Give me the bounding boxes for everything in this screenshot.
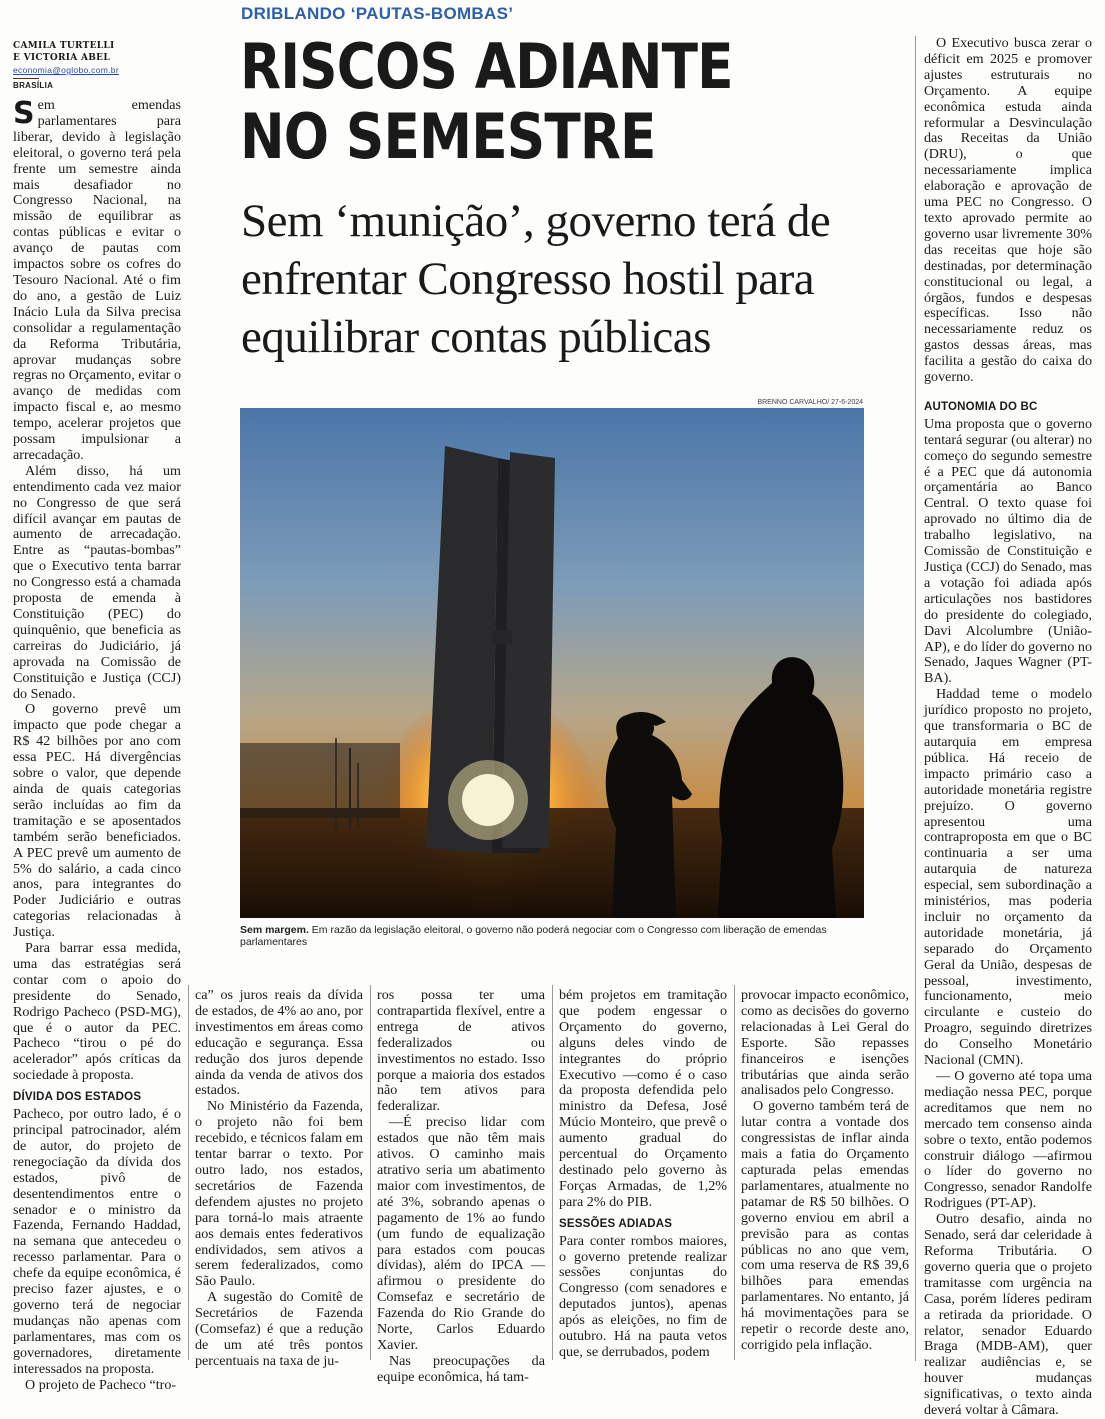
column-divider (552, 985, 553, 1360)
paragraph: Haddad teme o modelo jurídico proposto no projeto, que transformaria o BC de autarquia em empresa pública. Há receio de impacto primário caso a autoridade monetária registre prejuízo. O governo apresentou uma contraproposta em que o BC continuaria a ser uma autarquia de natureza especial, sem subordinação a ministérios, mas poderia incluir no orçamento da autoridade monetária, já separado do Orçamento Geral da União, despesas de pessoal, investimento, funcionamento, meio circulante e custeio do Proagro, seguindo diretrizes do Conselho Monetário Nacional (CMN). (924, 686, 1092, 1069)
paragraph: ca” os juros reais da dívida de estados, de 4% ao ano, por investimentos em áreas como educação e segurança. Essa redução dos juros depende ainda da venda de ativos dos estados. (195, 987, 363, 1099)
paragraph: Para conter rombos maiores, o governo pretende realizar sessões conjuntas do Congresso (com senadores e deputados juntos), apenas após as eleições, no fim de outubro. Há na pauta vetos que, se derrubados, podem (559, 1232, 727, 1360)
paragraph: Pacheco, por outro lado, é o principal patrocinador, além de autor, do projeto de renegociação da dívida dos estados, pivô de desentendimentos entre o senador e o ministro da Fazenda, Fernando Haddad, na semana que antecedeu o recesso parlamentar. Para o chefe da equipe econômica, é preciso fazer ajustes, e o governo terá de negociar mudanças não apenas com parlamentares, mas com os governadores, diretamente interessados na proposta. (13, 1106, 181, 1377)
article-column-3 (377, 988, 545, 1386)
paragraph: Nas preocupações da equipe econômica, há tam- (377, 1352, 545, 1385)
section-heading-sessoes: SESSÕES ADIADAS (559, 1217, 673, 1230)
byline-email-link[interactable]: economia@oglobo.com.br (13, 65, 119, 75)
section-heading-divida: DÍVIDA DOS ESTADOS (13, 1091, 142, 1104)
paragraph: A sugestão do Comitê de Secretários de Fazenda (Comsefaz) é que a redução de um até três pontos percentuais na taxa de ju- (195, 1289, 363, 1369)
kicker: DRIBLANDO ‘PAUTAS-BOMBAS’ (241, 4, 514, 23)
headline: RISCOS ADIANTE NO SEMESTRE (240, 30, 733, 173)
paragraph: — O governo até topa uma mediação nessa PEC, porque acreditamos que nem no mercado tem consenso ainda sobre o texto, então podemos construir diálogo —afirmou o líder do governo no Congresso, senador Randolfe Rodrigues (PT-AP). (924, 1068, 1092, 1212)
article-column-6 (924, 36, 1092, 1419)
paragraph: Além disso, há um entendimento cada vez maior no Congresso de que será difícil avançar em pautas de aumento de arrecadação. Entre as “pautas-bombas” que o Executivo tenta barrar no Congresso está a chamada proposta de emenda à Constituição (PEC) do quinquênio, que beneficia as carreiras do Judiciário, já aprovada na Comissão de Constituição e Justiça (CCJ) do Senado. (13, 462, 181, 702)
subheadline: Sem ‘munição’, governo terá de enfrentar Congresso hostil para equilibrar contas públicas (241, 195, 831, 363)
photo-caption (240, 924, 880, 948)
paragraph-text: em emendas parlamentares para liberar, devido à legislação eleitoral, o governo terá pela frente um semestre ainda mais desafiador no Congresso Nacional, na missão de equilibrar as contas públicas e evitar o avanço de pautas com impactos sobre os cofres do Tesouro Nacional. Até o fim do ano, a gestão de Luiz Inácio Lula da Silva precisa consolidar a regulamentação da Reforma Tributária, aprovar mudanças sobre regras no Orçamento, evitar o avanço de medidas com impacto fiscal e, ao mesmo tempo, acelerar projetos que possam impulsionar a arrecadação. (13, 97, 181, 463)
paragraph: No Ministério da Fazenda, o projeto não foi bem recebido, e técnicos falam em tentar barrar o texto. Por outro lado, nos estados, secretários de Fazenda defendem ajustes no projeto para torná-lo mais atraente aos demais entes federativos endividados, sem ativos a serem federalizados, como São Paulo. (195, 1098, 363, 1290)
section-heading-autonomia: AUTONOMIA DO BC (924, 400, 1038, 413)
column-divider (370, 985, 371, 1360)
paragraph (13, 98, 181, 464)
paragraph: bém projetos em tramitação que podem engessar o Orçamento do governo, alguns deles vindo de integrantes do próprio Executivo —como é o caso da proposta defendida pelo ministro da Defesa, José Múcio Monteiro, que prevê o aumento gradual do percentual do Orçamento destinado pelo governo às Forças Armadas, de 1,2% para 2% do PIB. (559, 987, 727, 1210)
paragraph: Para barrar essa medida, uma das estratégias será contar com o apoio do presidente do Senado, Rodrigo Pacheco (PSD-MG), que é o autor da PEC. Pacheco “tirou o pé do acelerador” após críticas da sociedade à proposta. (13, 940, 181, 1084)
photo-illustration (240, 408, 864, 918)
drop-cap: S (13, 96, 35, 131)
paragraph: O Executivo busca zerar o déficit em 2025 e promover ajustes estruturais no Orçamento. A equipe econômica estuda ainda reformular a Desvinculação das Receitas da União (DRU), o que necessariamente implica elaboração e aprovação de uma PEC no Congresso. O texto aprovado permite ao governo usar livremente 30% das receitas que hoje são destinadas, por determinação constitucional ou legal, a órgãos, fundos e despesas específicas. Isso não necessariamente reduz os gastos dessas áreas, mas facilita a gestão do caixa do governo. (924, 35, 1092, 386)
paragraph: Uma proposta que o governo tentará segurar (ou alterar) no começo do segundo semestre é a PEC que dá autonomia orçamentária ao Banco Central. O texto quase foi aprovado no último dia de trabalho legislativo, na Comissão de Constituição e Justiça (CCJ) do Senado, mas a votação foi adiada após articulações nos bastidores do presidente do colegiado, Davi Alcolumbre (União-AP), e do líder do governo no Senado, Jaques Wagner (PT-BA). (924, 415, 1092, 687)
paragraph: O projeto de Pacheco “tro- (25, 1376, 177, 1393)
byline (13, 40, 193, 92)
byline-authors-2: E VICTORIA ABEL (13, 53, 110, 63)
article-column-5 (741, 988, 909, 1354)
caption-text: Em razão da legislação eleitoral, o governo não poderá negociar com o Congresso com liberação de emendas parlamentares (240, 924, 827, 948)
paragraph: O governo também terá de lutar contra a vontade dos congressistas de inflar ainda mais a fatia do Orçamento capturada pelas emendas parlamentares, atualmente no patamar de R$ 50 bilhões. O governo enviou em abril a previsão para as contas públicas no ano que vem, com uma reserva de R$ 39,6 bilhões para emendas parlamentares. No entanto, já há movimentações para se repetir o recorde deste ano, corrigido pela inflação. (741, 1098, 909, 1353)
byline-authors-1: CAMILA TURTELLI (13, 41, 115, 51)
caption-lead: Sem margem. (240, 924, 309, 936)
column-divider (915, 36, 916, 1361)
paragraph: provocar impacto econômico, como as decisões do governo relacionadas à Lei Geral do Esporte. São repasses financeiros e isenções tributárias que ainda serão analisados pelo Congresso. (741, 987, 909, 1099)
congress-sunset-photo (240, 408, 864, 918)
column-divider (734, 985, 735, 1360)
article-column-1 (13, 98, 181, 1393)
photo-credit: BRENNO CARVALHO/ 27-6-2024 (757, 399, 863, 406)
paragraph: ros possa ter uma contrapartida flexível, entre a entrega de ativos federalizados ou investimentos no estado. Isso porque a maioria dos estados não tem ativos para federalizar. (377, 987, 545, 1115)
paragraph: —É preciso lidar com estados que não têm mais ativos. O caminho mais atrativo seria um abatimento maior com investimentos, de até 3%, sobrando apenas o pagamento de 1% ao fundo (um fundo de equalização para estados com poucas dívidas), além do IPCA —afirmou o presidente do Comsefaz e secretário de Fazenda do Rio Grande do Norte, Carlos Eduardo Xavier. (377, 1114, 545, 1353)
paragraph: Outro desafio, ainda no Senado, será dar celeridade à Reforma Tributária. O governo queria que o projeto tramitasse com urgência na Casa, porém líderes pediram a retirada da prioridade. O relator, senador Eduardo Braga (MDB-AM), quer realizar audiências e, se houver mudanças significativas, o texto ainda deverá voltar à Câmara. (924, 1211, 1092, 1419)
paragraph: O governo prevê um impacto que pode chegar a R$ 42 bilhões por ano com essa PEC. Há divergências sobre o valor, que depende ainda de quais categorias serão incluídas ao fim da tramitação e se aposentados também serão beneficiados. A PEC prevê um aumento de 5% do salário, a cada cinco anos, para integrantes do Poder Judiciário e outras categorias relacionadas à Justiça. (13, 701, 181, 941)
article-column-4 (559, 988, 727, 1361)
article-column-2 (195, 988, 363, 1370)
column-divider (188, 985, 189, 1360)
byline-city: BRASÍLIA (13, 78, 39, 92)
